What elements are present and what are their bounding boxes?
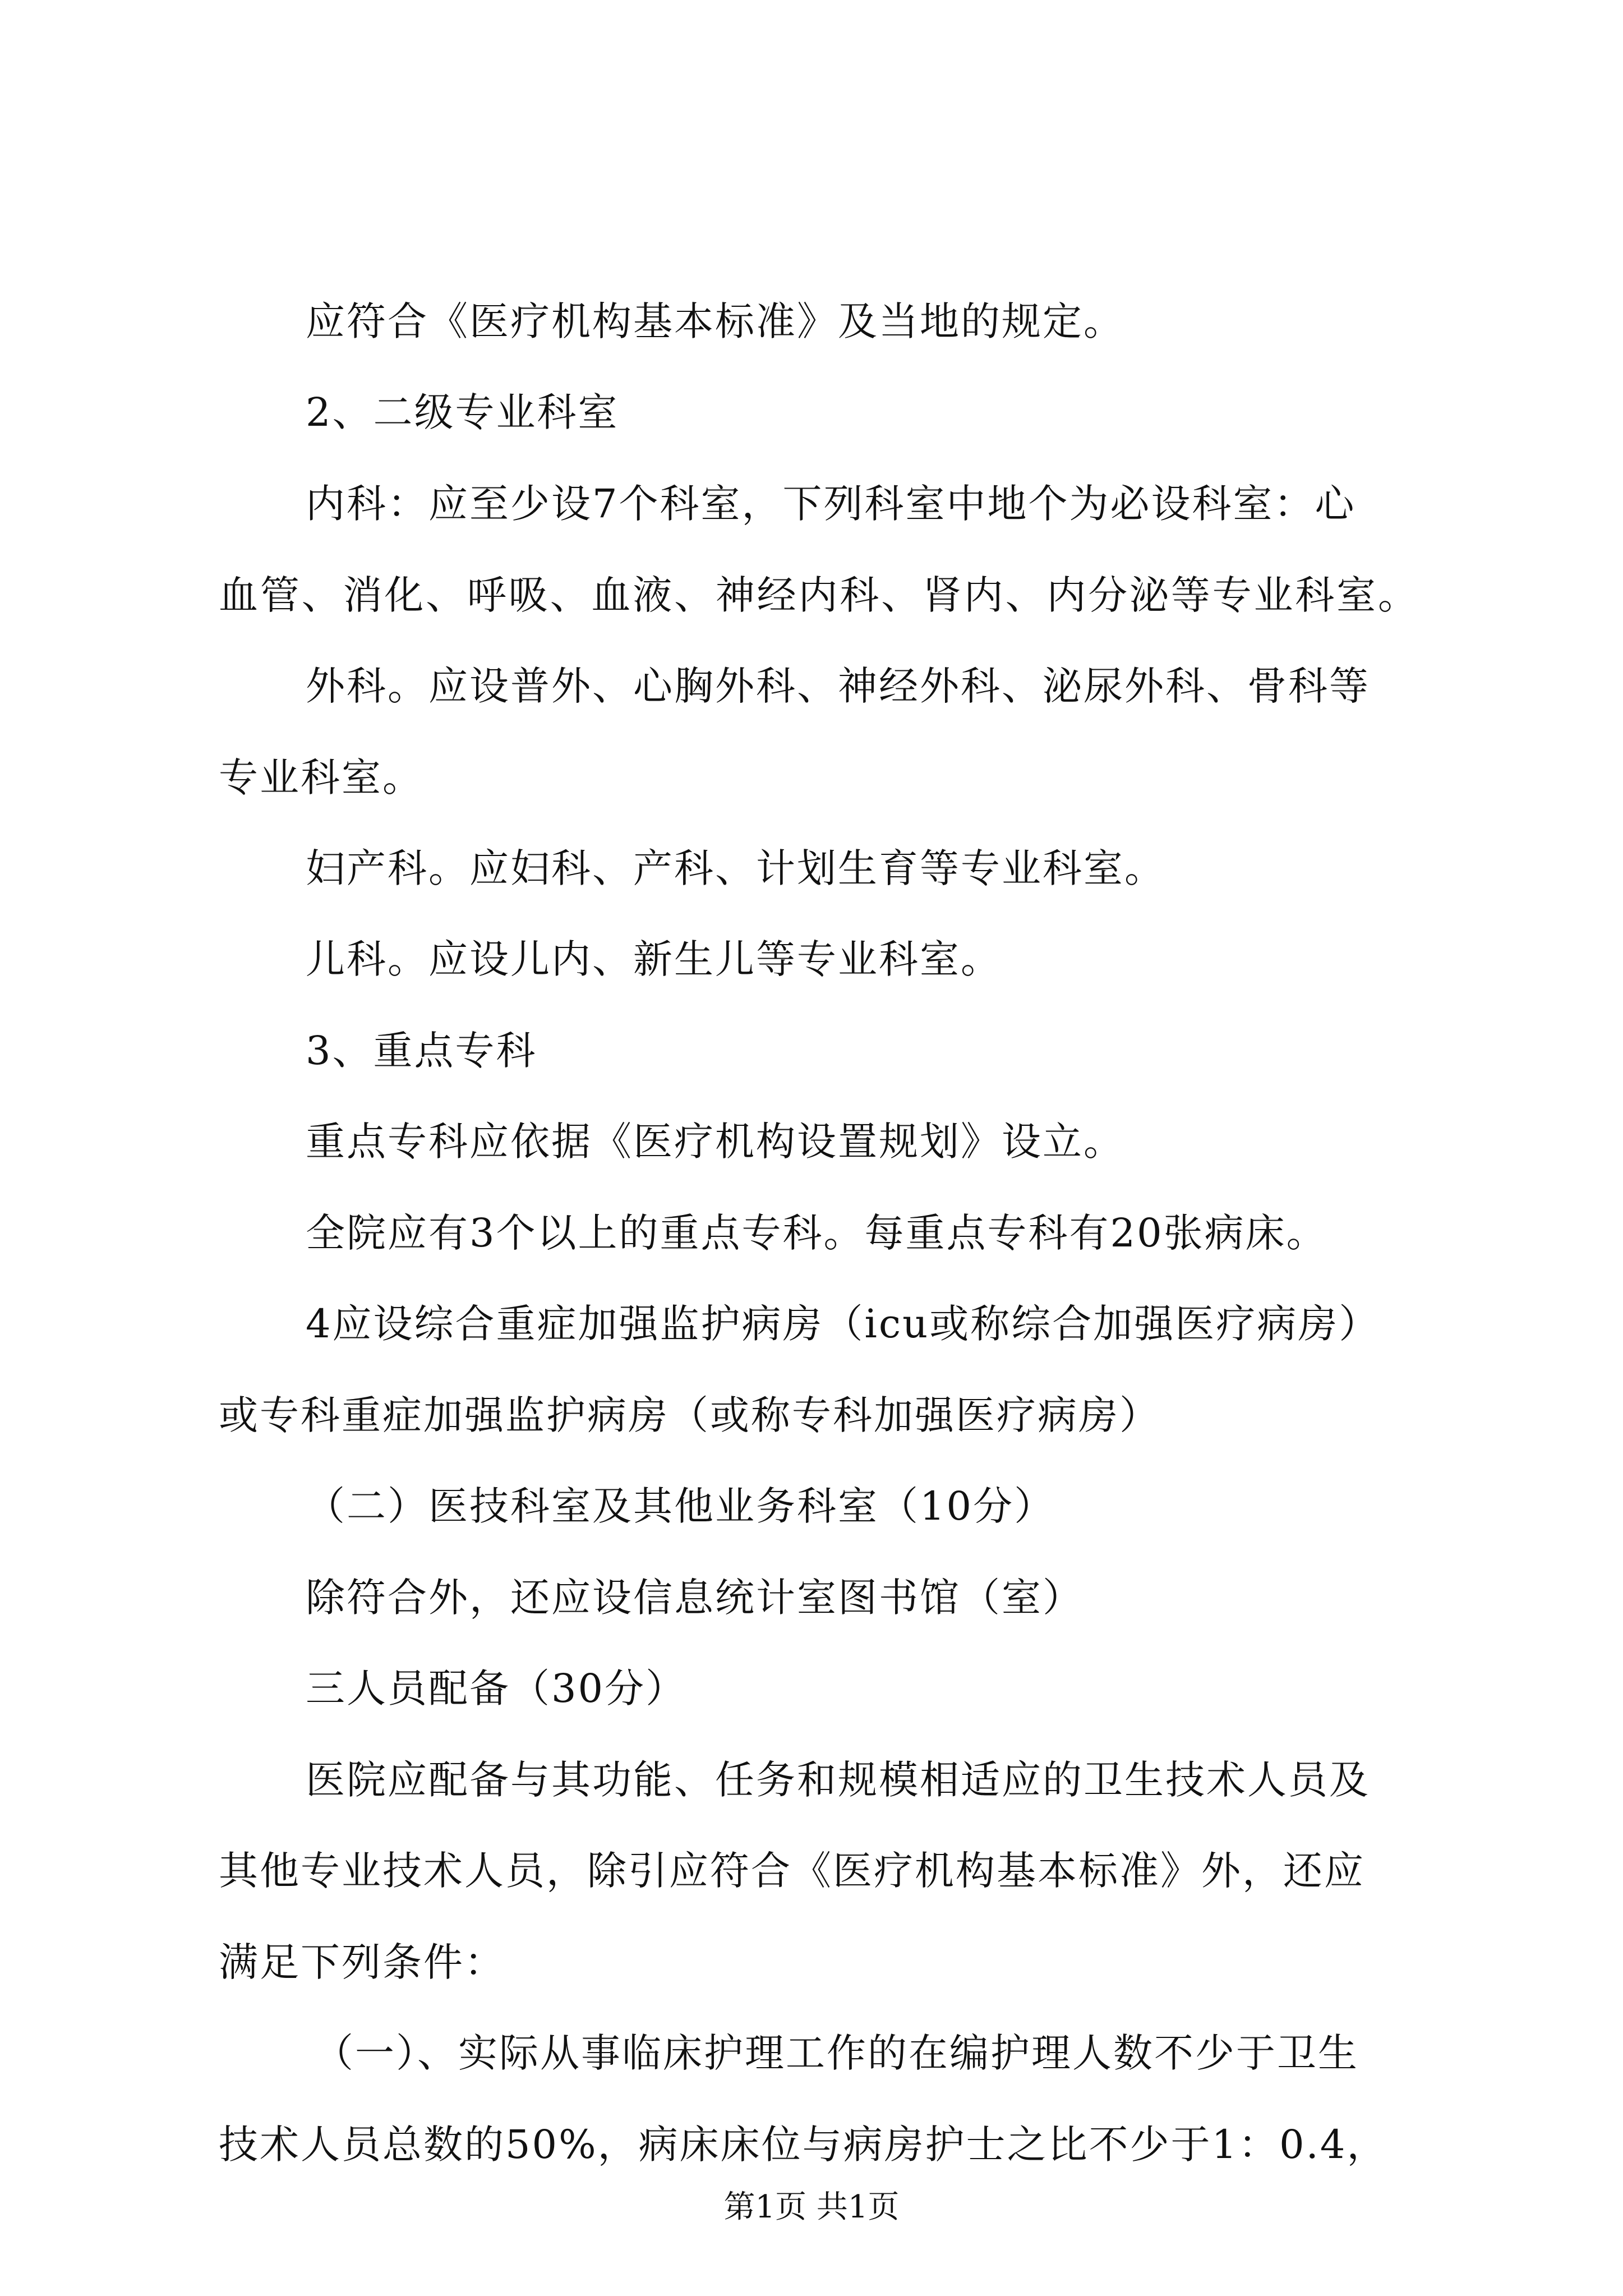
paragraph-line: 医院应配备与其功能、任务和规模相适应的卫生技术人员及 (306, 1757, 1370, 1803)
paragraph-line: 血管、消化、呼吸、血液、神经内科、肾内、内分泌等专业科室。 (219, 572, 1419, 618)
paragraph-line: 重点专科应依据《医疗机构设置规划》设立。 (306, 1119, 1124, 1165)
paragraph-line: 或专科重症加强监护病房（或称专科加强医疗病房） (219, 1392, 1160, 1438)
paragraph-line: 满足下列条件： (219, 1939, 505, 1985)
section-heading: 三人员配备（30分） (306, 1665, 687, 1711)
paragraph-line: 全院应有3个以上的重点专科。每重点专科有20张病床。 (306, 1210, 1327, 1256)
paragraph-line: 应符合《医疗机构基本标准》及当地的规定。 (306, 298, 1124, 344)
paragraph-line: 专业科室。 (219, 754, 423, 800)
paragraph-line: 其他专业技术人员，除引应符合《医疗机构基本标准》外，还应 (219, 1848, 1365, 1894)
paragraph-line: 妇产科。应妇科、产科、计划生育等专业科室。 (306, 845, 1165, 891)
paragraph-line: 外科。应设普外、心胸外科、神经外科、泌尿外科、骨科等 (306, 663, 1370, 709)
paragraph-line: （一）、实际从事临床护理工作的在编护理人数不少于卫生 (314, 2030, 1359, 2076)
paragraph-line: 4应设综合重症加强监护病房（icu或称综合加强医疗病房） (306, 1301, 1380, 1347)
section-heading: 2、二级专业科室 (306, 389, 619, 435)
section-heading: （二）医技科室及其他业务科室（10分） (306, 1483, 1055, 1529)
paragraph-line: 内科：应至少设7个科室，下列科室中地个为必设科室：心 (306, 481, 1356, 527)
paragraph-line: 儿科。应设儿内、新生儿等专业科室。 (306, 936, 1002, 982)
section-heading: 3、重点专科 (306, 1028, 537, 1074)
paragraph-line: 技术人员总数的50%，病床床位与病房护士之比不少于1：0.4， (219, 2122, 1388, 2168)
paragraph-line: 除符合外，还应设信息统计室图书馆（室） (306, 1575, 1083, 1621)
page-footer: 第1页 共1页 (723, 2189, 900, 2225)
